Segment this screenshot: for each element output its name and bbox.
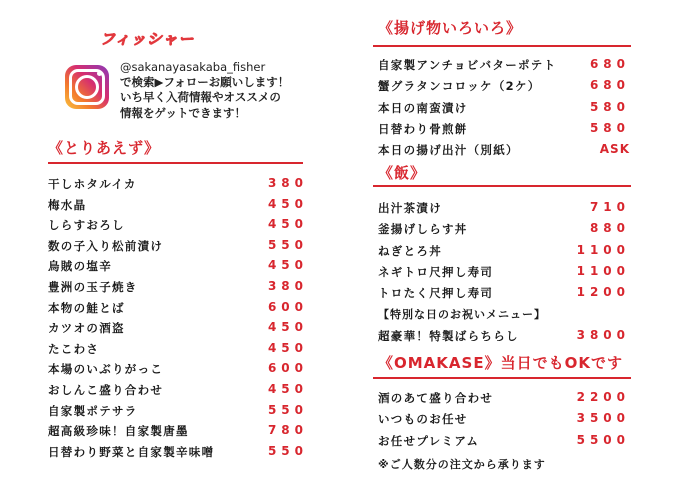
menu-item-name: 烏賊の塩辛 (48, 259, 112, 274)
menu-item-price: 550 (267, 443, 308, 458)
menu-item-name: トロたく尺押し寿司 (378, 286, 494, 301)
menu-item-price: 3500 (576, 411, 630, 426)
instagram-icon (65, 65, 109, 109)
instagram-info (120, 60, 289, 121)
omakase-note: ※ご人数分の注文から承ります (378, 458, 546, 471)
menu-item-price: 5500 (576, 432, 630, 447)
menu-item-price: 600 (267, 299, 308, 314)
menu-item-name: 豊洲の玉子焼き (48, 280, 138, 294)
menu-item-price: 380 (267, 279, 308, 293)
menu-item-name: お任せプレミアム (378, 433, 480, 448)
menu-item-price: 450 (267, 340, 308, 355)
menu-item-price: 680 (589, 78, 630, 93)
menu-item-price: 1100 (576, 263, 630, 278)
menu-item-price: 550 (267, 402, 308, 417)
menu-item-price: 2200 (576, 390, 630, 404)
menu-item-price: 450 (267, 258, 308, 273)
menu-item-price: 780 (267, 423, 308, 438)
menu-item-name: 干しホタルイカ (48, 177, 137, 191)
brand-logo: フィッシャー (100, 30, 195, 48)
menu-item-name: しらすおろし (48, 218, 125, 233)
menu-item-price: 550 (267, 237, 308, 252)
instagram-line-3: 情報をゲットできます！ (120, 105, 247, 120)
menu-item-price: ASK (599, 142, 630, 157)
menu-item-name: 本日の南蛮漬け (378, 100, 468, 115)
menu-item-price: 680 (589, 57, 630, 71)
instagram-handle[interactable]: @sakanayasakaba_fisher (120, 60, 266, 74)
menu-item-name: おしんこ盛り合わせ (48, 383, 164, 397)
menu-item-price: 600 (267, 361, 308, 376)
menu-item-name: 超豪華！特製ばらちらし (378, 329, 519, 343)
menu-item-name: 釜揚げしらす丼 (378, 222, 468, 237)
menu-item-name: 梅水晶 (48, 197, 87, 212)
menu-item-name: 本日の揚げ出汁（別紙） (378, 143, 519, 158)
section-title-agemono: 《揚げ物いろいろ》 (378, 19, 523, 37)
menu-item-price: 1200 (576, 285, 630, 300)
menu-item-name: 超高級珍味！自家製唐墨 (48, 424, 189, 439)
menu-item-price: 450 (267, 196, 308, 211)
section-rule-omakase (373, 377, 631, 379)
menu-item-name: ネギトロ尺押し寿司 (378, 264, 494, 279)
menu-item-price: 1100 (576, 242, 630, 257)
special-menu-note: 【特別な日のお祝いメニュー】 (378, 308, 546, 321)
menu-item-name: 日替わり野菜と自家製辛味噌 (48, 444, 215, 459)
menu-item-price: 580 (589, 99, 630, 114)
menu-item-price: 450 (267, 320, 308, 335)
section-rule-meshi (373, 185, 631, 187)
menu-item-name: いつものお任せ (378, 412, 468, 427)
section-rule-toriaezu (48, 162, 303, 164)
instagram-line-1: で検索▶フォローお願いします！ (120, 75, 290, 90)
menu-item-name: カツオの酒盗 (48, 321, 125, 336)
menu-item-name: 蟹グラタンコロッケ（2ケ） (378, 79, 541, 94)
menu-item-name: 日替わり骨煎餅 (378, 121, 468, 136)
section-title-toriaezu: 《とりあえず》 (48, 139, 161, 157)
menu-item-price: 710 (589, 200, 630, 214)
menu-item-name: 本場のいぶりがっこ (48, 362, 164, 377)
section-rule-agemono (373, 45, 631, 47)
section-title-meshi: 《飯》 (378, 164, 427, 182)
menu-item-price: 450 (267, 382, 308, 396)
menu-item-name: たこわさ (48, 341, 100, 356)
menu-item-price: 580 (589, 120, 630, 135)
menu-item-price: 450 (267, 217, 308, 232)
menu-item-name: 酒のあて盛り合わせ (378, 391, 494, 405)
section-title-omakase: 《OMAKASE》当日でもOKです (378, 354, 623, 372)
menu-item-name: 出汁茶漬け (378, 201, 442, 215)
instagram-line-2: いち早く入荷情報やオススメの (120, 90, 281, 105)
menu-item-name: ねぎとろ丼 (378, 243, 442, 258)
menu-item-price: 3800 (576, 328, 630, 342)
menu-item-price: 380 (267, 176, 308, 190)
menu-item-name: 自家製アンチョビバターポテト (378, 58, 557, 72)
menu-item-name: 数の子入り松前漬け (48, 238, 164, 253)
menu-item-price: 880 (589, 221, 630, 236)
menu-item-name: 自家製ポテサラ (48, 403, 138, 418)
menu-item-name: 本物の鮭とば (48, 300, 125, 315)
